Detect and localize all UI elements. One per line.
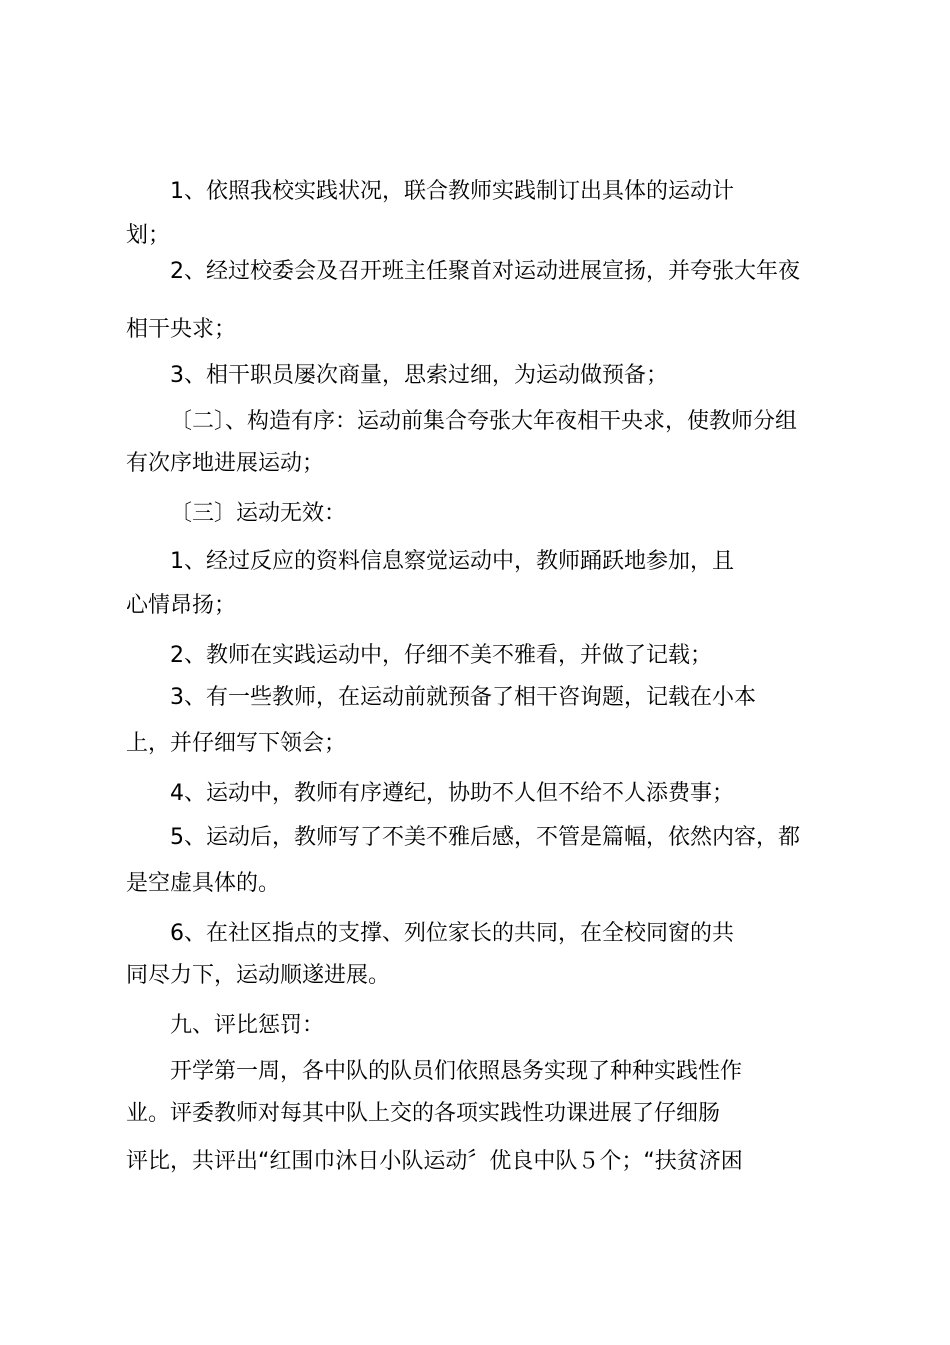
text-line: 3、相干职员屡次商量，思索过细，为运动做预备；: [170, 363, 668, 388]
text-line: 上，并仔细写下领会；: [126, 731, 347, 756]
text-line: 1、依照我校实践状况，联合教师实践制订出具体的运动计: [170, 179, 734, 204]
text-line: 6、在社区指点的支撑、列位家长的共同，在全校同窗的共: [170, 921, 734, 946]
text-line: 相干央求；: [126, 317, 237, 342]
text-line: 2、经过校委会及召开班主任聚首对运动进展宣扬，并夸张大年夜: [170, 259, 800, 284]
text-line: 心情昂扬；: [126, 593, 237, 618]
text-line: 划；: [126, 223, 171, 248]
text-line: 3、有一些教师，在运动前就预备了相干咨询题，记载在小本: [170, 685, 756, 710]
text-line: 开学第一周，各中队的队员们依照恳务实现了种种实践性作: [170, 1059, 743, 1084]
section-heading: 九、评比惩罚：: [170, 1013, 325, 1038]
text-line: 1、经过反应的资料信息察觉运动中，教师踊跃地参加，且: [170, 549, 734, 574]
text-line: 同尽力下，运动顺遂进展。: [126, 963, 391, 988]
text-line: 有次序地进展运动；: [126, 451, 325, 476]
text-line: 4、运动中，教师有序遵纪，协助不人但不给不人添费事；: [170, 781, 734, 806]
text-line: 〔二〕、构造有序：运动前集合夸张大年夜相干央求，使教师分组: [170, 409, 798, 434]
text-line: 5、运动后，教师写了不美不雅后感，不管是篇幅，依然内容，都: [170, 825, 800, 850]
text-line: 评比，共评出“红围巾沐日小队运动〞优良中队５个；“扶贫济困: [126, 1149, 743, 1174]
text-line: 〔三〕运动无效：: [170, 501, 347, 526]
text-line: 2、教师在实践运动中，仔细不美不雅看，并做了记载；: [170, 643, 712, 668]
text-line: 业。评委教师对每其中队上交的各项实践性功课进展了仔细肠: [126, 1101, 721, 1126]
text-line: 是空虚具体的。: [126, 871, 281, 896]
